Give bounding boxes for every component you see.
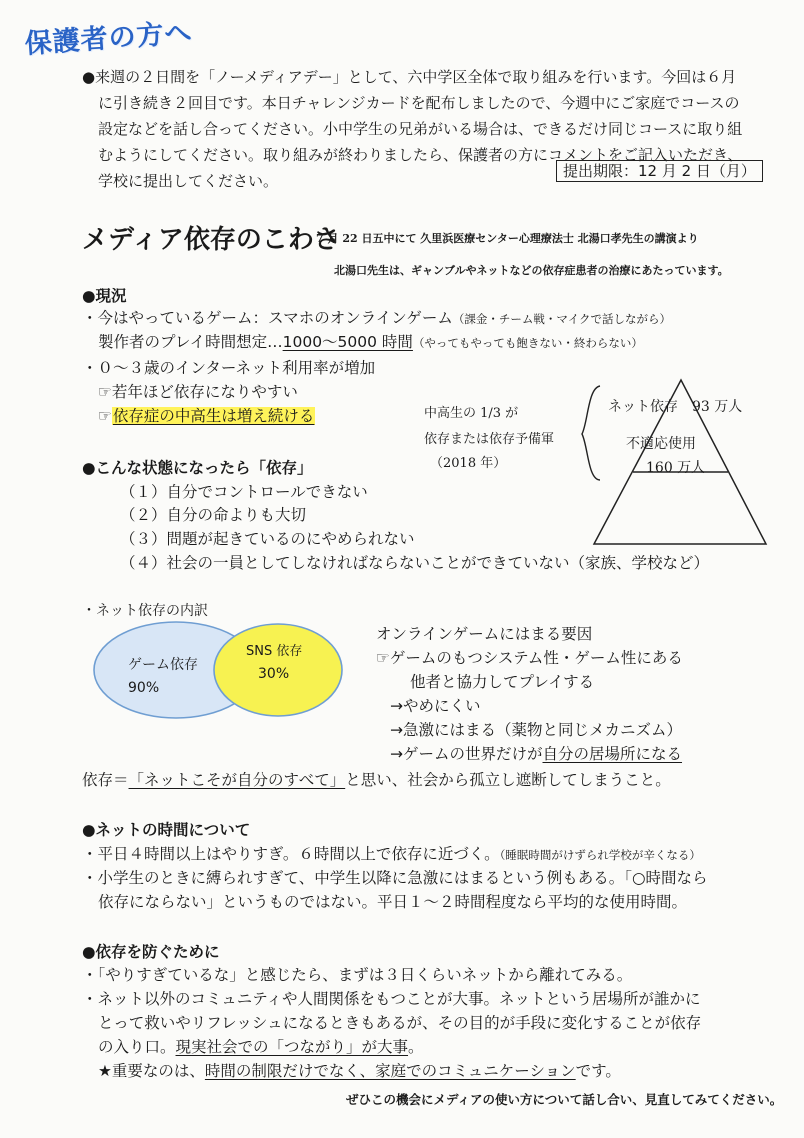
current-line-text: ・今はやっているゲーム：スマホのオンラインゲーム: [82, 309, 453, 327]
current-line: ☞若年ほど依存になりやすい: [98, 383, 298, 401]
prevent-line: ・「やりすぎているな」と感じたら、まずは３日くらいネットから離れてみる。: [82, 966, 633, 984]
section-heading-prevent: ●依存を防ぐために: [82, 943, 220, 961]
factor-line: →やめにくい: [390, 697, 481, 715]
prevent-line-emphasis: 時間の制限だけでなく、家庭でのコミュニケーション: [204, 1062, 576, 1080]
deadline-box: 提出期限：12 月 2 日（月）: [556, 160, 763, 182]
nettime-line: [82, 842, 701, 867]
section-heading-states: ●こんな状態になったら「依存」: [82, 459, 313, 477]
game-label: ゲーム依存: [128, 657, 198, 673]
bracket-icon: [582, 386, 600, 480]
factor-line: ☞ゲームのもつシステム性・ゲーム性にある: [376, 649, 683, 667]
section-heading-nettime: ●ネットの時間について: [82, 821, 251, 839]
state-item: （２）自分の命よりも大切: [120, 506, 307, 524]
current-line: ・０〜３歳のインターネット利用率が増加: [82, 359, 376, 377]
factor-line-emphasis: 自分の居場所になる: [542, 745, 683, 763]
state-item: （３）問題が起きているのにやめられない: [120, 530, 415, 548]
factors-heading: オンラインゲームにはまる要因: [376, 625, 593, 643]
highlight-text: 依存症の中高生は増え続ける: [112, 407, 315, 425]
prevent-line-text: の入り口。: [98, 1038, 176, 1056]
section-heading-breakdown: ・ネット依存の内訳: [82, 603, 208, 619]
banner-title: 保護者の方へ: [23, 17, 194, 61]
pyramid-caption: 中高生の 1/3 が: [424, 406, 519, 421]
prevent-line: ・ネット以外のコミュニティや人間関係をもつことが大事。ネットという居場所が誰かに: [82, 990, 701, 1008]
game-value: 90%: [128, 680, 160, 696]
current-line: [82, 306, 671, 331]
pyramid-caption: 依存または依存予備軍: [424, 432, 555, 447]
notice-line: 学校に提出してください。: [98, 172, 279, 190]
article-note: 北湯口先生は、ギャンブルやネットなどの依存症患者の治療にあたっています。: [334, 264, 729, 277]
definition-emphasis: 「ネットこそが自分のすべて」: [128, 771, 346, 789]
nettime-line-text: ・平日４時間以上はやりすぎ。６時間以上で依存に近づく。: [82, 845, 500, 863]
current-line-text: 製作者のプレイ時間想定…: [98, 333, 283, 351]
notice-line: むようにしてください。取り組みが終わりましたら、保護者の方にコメントをご記入いただき、: [98, 146, 743, 164]
factor-line-text: →ゲームの世界だけが: [390, 745, 543, 763]
section-heading-current: ●現況: [82, 287, 127, 305]
state-item: （４）社会の一員としてしなければならないことができていない（家族、学校など）: [120, 554, 710, 572]
nettime-line: ・小学生のときに縛られすぎて、中学生以降に急激にはまるという例もある。「○時間なら: [82, 869, 708, 887]
prevent-line-text: ★重要なのは、: [98, 1062, 205, 1080]
prevent-line: [98, 1035, 424, 1059]
pyramid-top-label: ネット依存 93 万人: [608, 399, 743, 415]
definition-label: 依存＝: [82, 771, 129, 789]
sns-value: 30%: [258, 666, 290, 682]
dependence-definition: [82, 768, 671, 792]
nettime-line-note: （睡眠時間がけずられ学校が辛くなる）: [499, 848, 701, 862]
pyramid-mid-label: 不適応使用: [626, 436, 696, 452]
pyramid-mid-value: 160 万人: [646, 460, 706, 476]
pyramid-caption: （2018 年）: [430, 456, 507, 471]
current-line: [98, 330, 643, 355]
prevent-line-text: です。: [575, 1062, 621, 1080]
factor-line: [390, 742, 682, 766]
notice-line: 設定などを話し合ってください。小中学生の兄弟がいる場合は、できるだけ同じコースに取り組: [98, 120, 743, 138]
notice-line: に引き続き２回目です。本日チャレンジカードを配布しましたので、今週中にご家庭でコースの: [98, 94, 740, 112]
factor-line: →急激にはまる（薬物と同じメカニズム）: [390, 721, 682, 739]
notice-line: ●来週の２日間を「ノーメディアデー」として、六中学区全体で取り組みを行います。今回は６月: [82, 68, 737, 86]
current-line: [98, 404, 315, 428]
current-line-note: （課金・チーム戦・マイクで話しながら）: [452, 312, 671, 326]
article-source: 7 月 22 日五中にて 久里浜医療センター心理療法士 北湯口孝先生の講演より: [316, 232, 699, 245]
factor-line: 他者と協力してプレイする: [410, 673, 595, 691]
nettime-line: 依存にならない」というものではない。平日１〜２時間程度なら平均的な使用時間。: [98, 893, 688, 911]
prevent-line: とって救いやリフレッシュになるときもあるが、その目的が手段に変化することが依存: [98, 1014, 702, 1032]
article-title: メディア依存のこわさ: [82, 225, 340, 255]
sns-label: SNS 依存: [246, 644, 303, 659]
prevent-line: [98, 1059, 621, 1083]
closing-message: ぜひこの機会にメディアの使い方について話し合い、見直してみてください。: [346, 1092, 783, 1107]
current-line-note: （やってもやっても飽きない・終わらない）: [412, 336, 643, 350]
prevent-line-emphasis: 現実社会での「つながり」が大事: [175, 1038, 409, 1056]
definition-text: と思い、社会から孤立し遮断してしまうこと。: [345, 771, 671, 789]
pointing-hand-icon: ☞: [98, 407, 112, 425]
state-item: （１）自分でコントロールできない: [120, 483, 368, 501]
prevent-line-text: 。: [408, 1038, 424, 1056]
play-hours: 1000〜5000 時間: [282, 333, 413, 351]
